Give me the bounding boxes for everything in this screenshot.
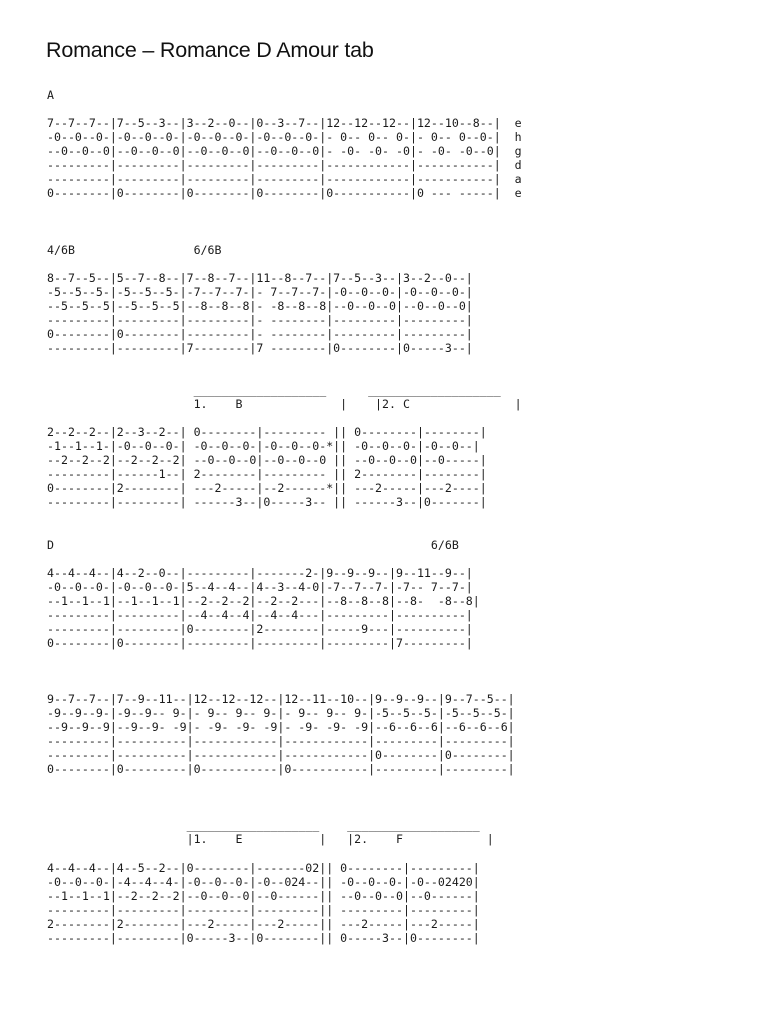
tab-line: --0--0--0|--0--0--0|--0--0--0|--0--0--0|- -0- -0- -0|- -0- -0--0| g <box>47 144 522 159</box>
tab-line: ___________________ ___________________ <box>47 818 480 833</box>
tab-line: 0--------|0--------|---------|---------|---------|7---------| <box>47 635 473 650</box>
tab-line: 0--------|0--------|0--------|0--------|0-----------|0 --- -----| e <box>47 186 522 201</box>
tab-line: ---------|---------| ------3--|0-----3-- || ------3--|0-------| <box>47 495 487 510</box>
tab-line: -0--0--0-|-0--0--0-|5--4--4--|4--3--4-0|-7--7--7-|-7-- 7--7-| <box>47 579 473 594</box>
tab-line: 4/6B 6/6B <box>47 242 222 257</box>
tab-line: --9--9--9|--9--9- -9|- -9- -9- -9|- -9- -9- -9|--6--6--6|--6--6--6| <box>47 720 515 735</box>
tab-line: ---------|---------|---------|- --------|---------|---------| <box>47 312 473 327</box>
tab-line: -5--5--5-|-5--5--5-|-7--7--7-|- 7--7--7-|-0--0--0-|-0--0--0-| <box>47 284 473 299</box>
tab-line: 0--------|2--------| ---2-----|--2------*|| ---2-----|---2----| <box>47 481 487 496</box>
tab-line: 0--------|0---------|0-----------|0-----------|---------|---------| <box>47 762 515 777</box>
tab-line: -1--1--1-|-0--0--0-| -0--0--0-|-0--0--0-*|| -0--0--0-|-0--0--| <box>47 439 480 454</box>
tab-line: 4--4--4--|4--5--2--|0--------|-------02|| 0--------|---------| <box>47 860 480 875</box>
page-title: Romance – Romance D Amour tab <box>46 38 374 62</box>
tab-line: |1. E | |2. F | <box>47 832 494 847</box>
tab-line: --1--1--1|--2--2--2|--0--0--0|--0------|| --0--0--0|--0------| <box>47 888 480 903</box>
tab-line: 0--------|0--------|---------|- --------|---------|---------| <box>47 326 473 341</box>
tab-line: ---------|---------|---------|---------|------------|-----------| a <box>47 172 522 187</box>
tab-line: ---------|---------|0--------|2--------|-----9---|----------| <box>47 621 473 636</box>
tab-line: D 6/6B <box>47 537 459 552</box>
tab-line: ---------|---------|---------|---------|| ---------|---------| <box>47 902 480 917</box>
tab-line: 4--4--4--|4--2--0--|---------|-------2-|9--9--9--|9--11--9--| <box>47 565 473 580</box>
tab-line: 1. B | |2. C | <box>47 397 522 412</box>
tab-line: ___________________ ___________________ <box>47 382 501 397</box>
tab-line: A <box>47 88 54 102</box>
tab-line: ---------|----------|------------|------------|---------|---------| <box>47 734 515 749</box>
tab-line: --5--5--5|--5--5--5|--8--8--8|- -8--8--8|--0--0--0|--0--0--0| <box>47 298 473 313</box>
tab-line: ---------|---------|0-----3--|0--------|| 0-----3--|0--------| <box>47 930 480 945</box>
tab-line: -0--0--0-|-4--4--4-|-0--0--0-|-0--024--|| -0--0--0-|-0--02420| <box>47 874 480 889</box>
tab-line: 2--2--2--|2--3--2--| 0--------|--------- || 0--------|--------| <box>47 425 487 440</box>
tab-line: --1--1--1|--1--1--1|--2--2--2|--2--2---|--8--8--8|--8- -8--8| <box>47 593 480 608</box>
tab-line: ---------|----------|------------|------------|0--------|0--------| <box>47 748 515 763</box>
tab-line: 8--7--5--|5--7--8--|7--8--7--|11--8--7--|7--5--3--|3--2--0--| <box>47 270 473 285</box>
tab-line: 2--------|2--------|---2-----|---2-----|| ---2-----|---2-----| <box>47 916 480 931</box>
tab-line: ---------|------1--| 2--------|--------- || 2--------|--------| <box>47 467 487 482</box>
tablature <box>47 88 522 945</box>
tab-line: ---------|---------|7--------|7 --------|0--------|0-----3--| <box>47 340 473 355</box>
tab-line: 7--7--7--|7--5--3--|3--2--0--|0--3--7--|12--12--12--|12--10--8--| e <box>47 116 522 131</box>
tab-line: ---------|---------|---------|---------|------------|-----------| d <box>47 158 522 173</box>
tab-line: ---------|---------|--4--4--4|--4--4---|---------|----------| <box>47 607 473 622</box>
tab-line: -9--9--9-|-9--9-- 9-|- 9-- 9-- 9-|- 9-- 9-- 9-|-5--5--5-|-5--5--5-| <box>47 706 515 721</box>
tab-line: --2--2--2|--2--2--2| --0--0--0|--0--0--0 || --0--0--0|--0-----| <box>47 453 487 468</box>
tab-line: 9--7--7--|7--9--11--|12--12--12--|12--11--10--|9--9--9--|9--7--5--| <box>47 692 515 707</box>
tab-line: -0--0--0-|-0--0--0-|-0--0--0-|-0--0--0-|- 0-- 0-- 0-|- 0-- 0--0-| h <box>47 130 522 145</box>
